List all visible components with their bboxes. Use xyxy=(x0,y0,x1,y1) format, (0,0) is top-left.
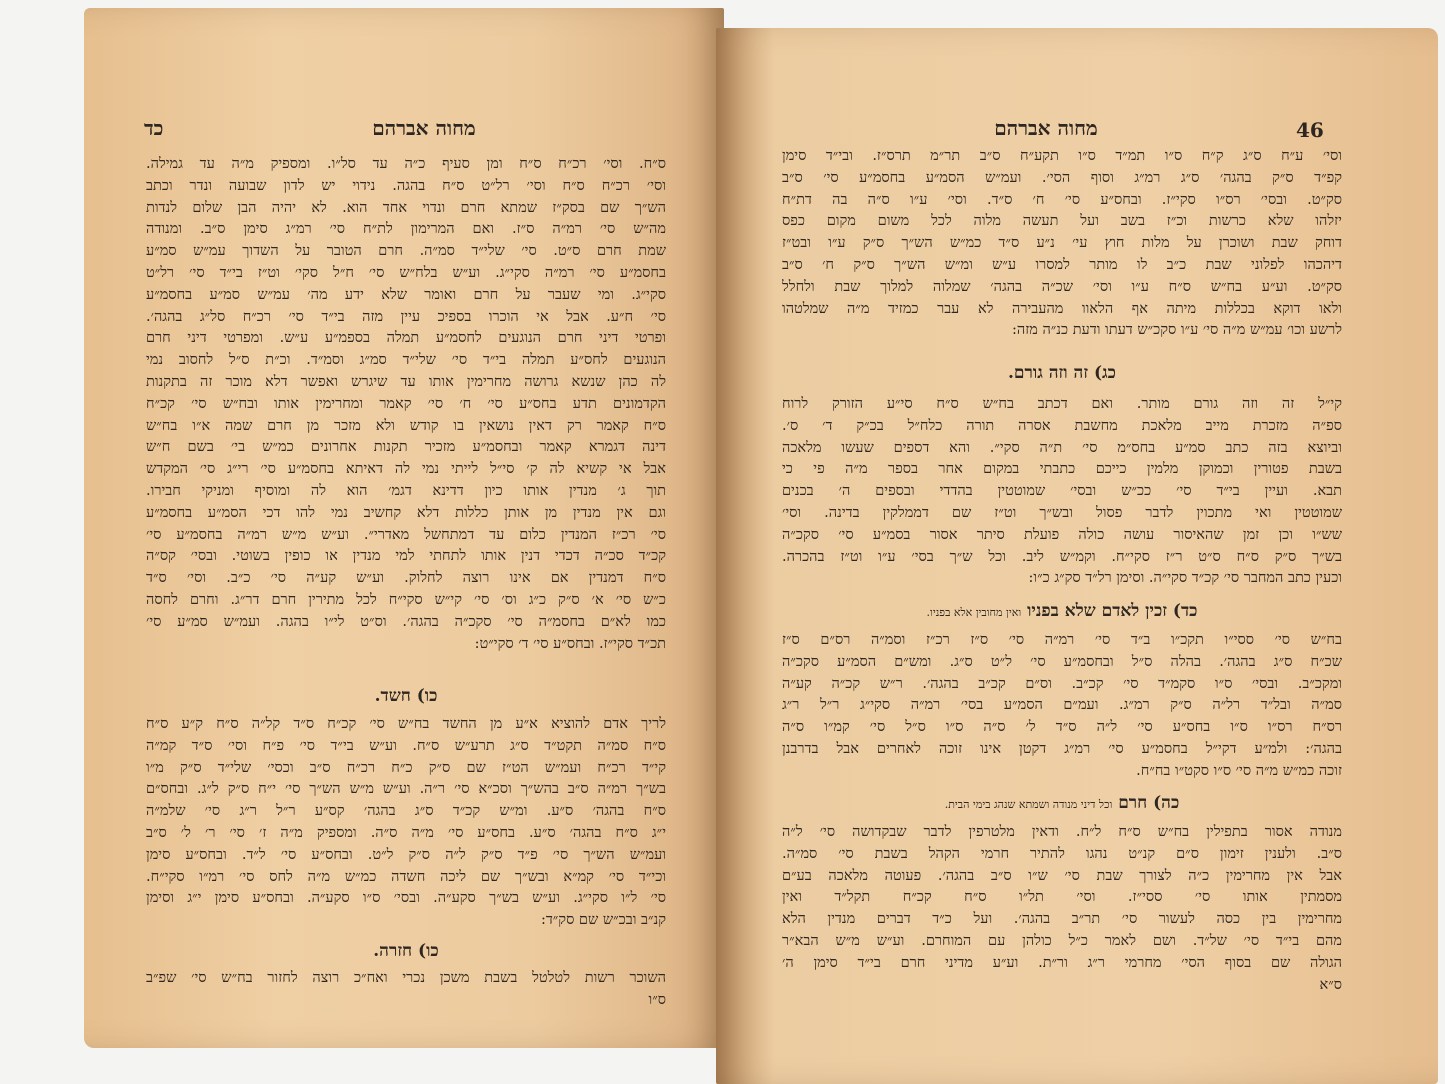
text-line: תבא. ועיין בי״ד סי׳ ככ״ש ובסי׳ שמוטטין בהדדי ובספים ה׳ בכנים xyxy=(782,483,1342,500)
text-line: בחסמ״ע סי׳ רמ״ה סקי״ג. וע״ש בלח״ש סי׳ ח״ל סקי׳ וט״ז בי״ד סי׳ רל״ט xyxy=(146,264,666,281)
text-line: ס״ב. ולענין זימון ס״ם קנ״ט נהגו להתיר חרמי הקהל בשבת סי׳ סמ״ה. xyxy=(782,845,1342,862)
text-block xyxy=(146,968,666,1012)
text-line: סי׳ ח״ע. אבל אי הוכרו בספיכ עיין מזה בי״ד סי׳ רכ״ח סל״ג בהגה׳. xyxy=(146,308,666,325)
text-line: קפ״ד ס״ק בהגה׳ ס״ג רמ״ג וסוף הסי׳. ועמ״ש הסמ״ע בחסמ״ע סי׳ ס״ב xyxy=(782,169,1342,186)
text-line: בשבת פטורין וכמוקן מלמין כייכם כתבתי במקום אחר בספר מ״ה פי כי xyxy=(782,461,1342,478)
text-line: שמוטטין ואי מתכוין לדבר פסול ובש״ך וט״ז שם דממלקין בדינה. וסי׳ xyxy=(782,504,1342,521)
text-line: ס״ו xyxy=(648,991,666,1008)
text-line: וסי׳ ע״ח ס״ג ק״ח ס״ו תמ״ד ס״ו תקע״ח ס״ב תר״מ תרס״ז. ובי״ד סימן xyxy=(782,148,1342,164)
text-line: רס״ח רס״ו ס״ו בחס״ע סי׳ ל״ה ס״ד ל׳ ס״ה ס״ו ס״ל סי׳ קמ״ו ס״ה xyxy=(782,719,1342,736)
text-line: י״ג ס״ח בהגה׳ ס״ע. בחס״ע סי׳ מ״ה ס״ה. ומספיק מ״ה ז׳ סי׳ ר׳ ל׳ ס״ב xyxy=(146,824,666,841)
section-heading: כג) זה וזה גורם. xyxy=(1008,363,1116,383)
text-line: מהם בי״ד סי׳ של״ד. ושם לאמר כ״ל כולהן עם המוחרם. וע״ש מ״ש הבא״ר xyxy=(782,932,1342,949)
text-line: ועמ״ש הש״ך סי׳ פ״ד ס״ק ל״ה ס״ק ל״ט. ובחס״ע סי׳ ל״ד. ובחס״ע סימן xyxy=(146,846,666,863)
section-heading: כו) חזרה. xyxy=(373,941,439,961)
text-block xyxy=(146,154,666,655)
text-line: שכ״ח ס״ג בהגה׳. בהלה ס״ל ובחסמ״ע סי׳ ל״ט ס״ג. ומש״ם הסמ״ע סקכ״ה xyxy=(782,653,1342,670)
text-line: מסמתין אותו סי׳ ססי״ז. וסי׳ תל״ו ס״ח קכ״ח תקל״ד ואין xyxy=(782,889,1342,906)
text-line: השוכר רשות לטלטל בשבת משכן נכרי ואח״כ רוצה לחזור בח״ש סי׳ שפ״ב xyxy=(146,970,666,986)
text-line: קנ״ב ובכ״ש שם סק״ד: xyxy=(540,912,666,929)
text-line: ס״ח קאמר רק דאין נושאין בו קודש ולא מזכר מן חרם שמה א״ו בח״ש xyxy=(146,417,666,434)
heading-sub: ואין מחובין אלא בפניו. xyxy=(926,606,1022,619)
section-heading: כו) חשד. xyxy=(374,686,438,706)
text-line: ס״א xyxy=(1319,976,1342,993)
heading-sub: וכל דיני מנודה ושמתא שנהג בימי הבית. xyxy=(944,798,1113,811)
text-line: הגולה שם בסוף הסי׳ מחרמי ר״ג ור״ת. וע״ע מדיני חרם בי״ד סימן ה׳ xyxy=(782,954,1342,971)
text-line: סמ״ה ובל״ד רל״ה ס״ק רמ״ג. ועמ״ם הסמ״ע בסי׳ רמ״ה סקי״ג ר״ל ר״ג xyxy=(782,697,1342,714)
text-line: ס״ח דמנדין אם אינו רוצה לחלוק. וע״ש קע״ה סי׳ כ״ב. וסי׳ ס״ד xyxy=(146,570,666,587)
text-line: בח״ש סי׳ ססי״ו תקכ״ו ב״ד סי׳ רמ״ה סי׳ ס״ז רכ״ז וסמ״ה רס״ם ס״ז xyxy=(782,632,1342,648)
text-line: מחרימין בין כסה לעשור סי׳ תר״ב בהגה׳. ועל כ״ד דברים מנדין הלא xyxy=(782,911,1342,928)
text-line: וסי׳ רכ״ח ס״ח וסי׳ רל״ט ס״ח בהגה. נידוי יש לדון שבועה ונדר וכתב xyxy=(146,177,666,194)
heading-main: כד) זכין לאדם שלא בפניו xyxy=(1027,601,1198,621)
text-line: יזלהו שלא כרשות וכ״ז בשב ועל תעשה מלוה לכל משום מקום כפס xyxy=(782,213,1342,230)
text-line: קכ״ד סכ״ה דכדי דנין אותו לתחתי למי מנדין או כופין בשוטי. ובסי׳ קס״ה xyxy=(146,548,666,565)
text-line: ס״ח סמ״ה תקט״ד ס״ג תרע״ש ס״ח. וע״ש בי״ד סי׳ פ״ח וסי׳ ס״ד קמ״ה xyxy=(146,737,666,754)
right-page xyxy=(716,28,1438,1084)
text-block xyxy=(782,394,1342,590)
text-line: קי״ד רכ״ח ועמ״ש הט״ז שם ס״ק כ״ח רכ״ח ס״ב וכסי׳ שלי״ד ס״ק מ״ו xyxy=(146,759,666,776)
text-line: ס״ח. וסי׳ רכ״ח ס״ח ומן סעיף כ״ה עד סל״ו. ומספיק מ״ה עד גמילה. xyxy=(146,156,666,172)
text-line: סק״ט. ובסי׳ רס״ו סקי״ז. ובחס״ע סי׳ ח׳ ס״ד. וסי׳ ע״ו ס״ה בה דת״ח xyxy=(782,191,1342,208)
text-line: הנוגעים לחס״ע תמלה בי״ד סי׳ שלי״ד סמ״ג וסמ״ד. וכ״ת ס״ל לחסוב נמי xyxy=(146,352,666,369)
text-line: ומקכ״ב. ובסי׳ ס״ו סקמ״ד סי׳ קכ״ב. וס״ם קכ״ב בהגה׳. ר״ש קכ״ה קע״ה xyxy=(782,675,1342,692)
text-line: דיהכהו לפלוני שבת כ״ב לו מותר למסרו ע״ש ומ״ש הש״ך ס״ק ח׳ ס״ב xyxy=(782,256,1342,273)
text-line: כמו לא״ם בחסמ״ה סי׳ סקכ״ה בהגה׳. וס״ט לי״ו בהגה. ועמ״ש סמ״ע סי׳ xyxy=(146,613,666,630)
text-line: סי׳ ל״ו סקי״ג. וע״ש בש״ך סקע״ה. ובסי׳ ס״ו סקע״ה. ובחס״ע סימן י״ג וסימן xyxy=(146,890,666,907)
text-line: הקדמונים תדע בחס״ע סי׳ ח׳ סי׳ קאמר ומחרימין אותו ובח״ש סי׳ קכ״ח xyxy=(146,395,666,412)
text-line: זוכה כמ״ש מ״ה סי׳ ס״ו סקט״ו בח״ח. xyxy=(1136,762,1342,779)
text-line: ס״ח בהגה׳ ס״ע. ומ״ש קכ״ד ס״ג בהגה׳ קס״ע ר״ל ר״ג סי׳ שלמ״ה xyxy=(146,803,666,820)
text-line: הש״ך שם בסק״ז שמתא חרם ונדוי אחד הוא. לא יהיה הבן שלום לנדות xyxy=(146,199,666,216)
running-title: מחוה אברהם xyxy=(372,116,476,140)
text-block xyxy=(146,714,666,932)
text-line: לרשע וכו׳ עמ״ש מ״ה סי׳ ע״ו סקכ״ש דעתו ודעת כנ״ה מזה: xyxy=(1011,322,1342,339)
text-line: וגם אין מנדין מן אותן כללות דלא קחשיב נמי להו דכי הסמ״ע בחסמ״ע xyxy=(146,504,666,521)
page-letter: כד xyxy=(144,116,164,140)
text-line: סקי״ג. ומי שעבר על חרם ואומר שלא ידע מה׳ עמ״ש סמ״ע בחסמ״ע xyxy=(146,286,666,303)
heading-main: כה) חרם xyxy=(1118,793,1180,813)
text-line: ספ״ה מזכרת מייב מלאכת מחשבת אסרה תורה כלח״ל בכ״ק ד׳ ס׳. xyxy=(782,417,1342,434)
text-line: ופרטי דיני חרם הנוגעים לחסמ״ע תמלה בספמ״ע ע״ש. ומפרטי דיני חרם xyxy=(146,330,666,347)
text-line: בש״ך ס״ק ס״ח ס״ט ר״ז סקי״ח. וקמ״ש ליב. וכל ש״ך בסי׳ ע״ו וט״ז בהכרה. xyxy=(782,548,1342,565)
text-line: סק״ט. וע״ע בח״ש ס״ח ע״ו וסי׳ שכ״ה בהגה׳ שמלוה למלוך שבת ולחלל xyxy=(782,278,1342,295)
text-block xyxy=(782,146,1342,342)
running-title: מחוה אברהם xyxy=(994,116,1098,140)
page-number: 46 xyxy=(1296,118,1324,142)
text-line: דינה דגמרא קאמר ובחסמ״ע מזכיר תקנות אחרונים כמ״ש בי׳ בשם ח״ש xyxy=(146,439,666,456)
text-line: אבל אי קשיא לה ק׳ סי״ל לייתי נמי לה דאיתא בחסמ״ע סי׳ רי״ג סי׳ המקדש xyxy=(146,461,666,478)
text-line: סי׳ רכ״ז המנדין כלום עד דמתחשל מאדרי״. וע״ש מ״ש רמ״ה בחסמ״ע סי׳ xyxy=(146,526,666,543)
text-line: וכי״ד סי׳ קמ״א ובש״ך שם ליכה חשדה כמ״ש מ״ה לחס סי׳ רמ״ו סקי״ח. xyxy=(146,868,666,885)
text-line: בהגה׳: ולמ״ע דקי״ל בחסמ״ע סי׳ רמ״ג דקטן אינו זוכה לאחרים אבל בדרבנן xyxy=(782,740,1342,757)
text-line: תוך ג׳ מנדין אותו כיון דדינא דגמ׳ הוא לה ומוסיף ומניקי חבירו. xyxy=(146,482,666,499)
text-line: מנודה אסור בתפילין בח״ש ס״ח ל״ח. ודאין מלטרפין לדבר שבקדושה סי׳ ל״ה xyxy=(782,824,1342,840)
text-line: לריך אדם להוציא א״ע מן החשד בח״ש סי׳ קכ״ח ס״ד קל״ה ס״ח ק״ע ס״ח xyxy=(146,716,666,732)
text-line: שש״ו וכן זמן שהאיסור עושה כולה פועלת סיתר אסור בסמ״ע סי׳ סקכ״ה xyxy=(782,526,1342,543)
section-heading xyxy=(782,600,1342,624)
text-line: בש״ך רמ״ה ס״ב בהש״ך וסכ״א סי׳ ר״ה. וע״ש מ״ש הש״ך סי׳ י״ח ס״ק ל״ג. ובחס״ם xyxy=(146,781,666,798)
left-page xyxy=(84,8,724,1048)
text-line: אבל אין מחרימין כ״ה לצורך שבת סי׳ ש״ו ס״ב בהגה׳. פעוטה מלאכה בע״ם xyxy=(782,867,1342,884)
text-line: דוחק שבת ושוכרן על מלות חוץ עי׳ נ״ע ס״ד כמ״ש הש״ך ס״ק ע״ו ובט״ז xyxy=(782,235,1342,252)
text-line: וכעין כתב המחבר סי׳ קכ״ד סקי״ה. וסימן רל״ד סק״ג כ״ו: xyxy=(1028,570,1342,587)
text-line: תכ״ד סקי״ז. ובחס״ע סי׳ ד׳ סקי״ט: xyxy=(474,635,666,652)
text-line: כ״ש סי׳ א׳ ס״ק כ״ג וס׳ סי׳ קי״ש סקי״ח לכל מתירין חרם דר״ג. וחרם לחסה xyxy=(146,591,666,608)
text-line: לה כהן שנשא גרושה מחרימין אותו עד שיגרש ואפשר דלא מוכר זה בתקנות xyxy=(146,373,666,390)
text-line: ולאו דוקא בכללות מיתה אף הלאוו מהעבירה לא עבר כמזיד מ״ה שמלטהו xyxy=(782,300,1342,317)
text-line: שמת חרם ס״ט. סי׳ שלי״ד סמ״ה. חרם הטובר על השדוך עמ״ש סמ״ע xyxy=(146,243,666,260)
section-heading xyxy=(782,792,1342,816)
text-block xyxy=(782,822,1342,996)
text-line: קי״ל זה וזה גורם מותר. ואם דכתב בח״ש ס״ח סי״ע הזורק לרוח xyxy=(782,396,1342,412)
text-line: וביוצא בזה כתב סמ״ע בחס״מ סי׳ ת״ה סקי״. והא דספים שעשו מלאכה xyxy=(782,439,1342,456)
text-line: מה״ש סי׳ רמ״ה ס״ז. ואם המרימון לת״ח סי׳ רמ״ג סימן ס״ב. ומנודה xyxy=(146,221,666,238)
text-block xyxy=(782,630,1342,783)
